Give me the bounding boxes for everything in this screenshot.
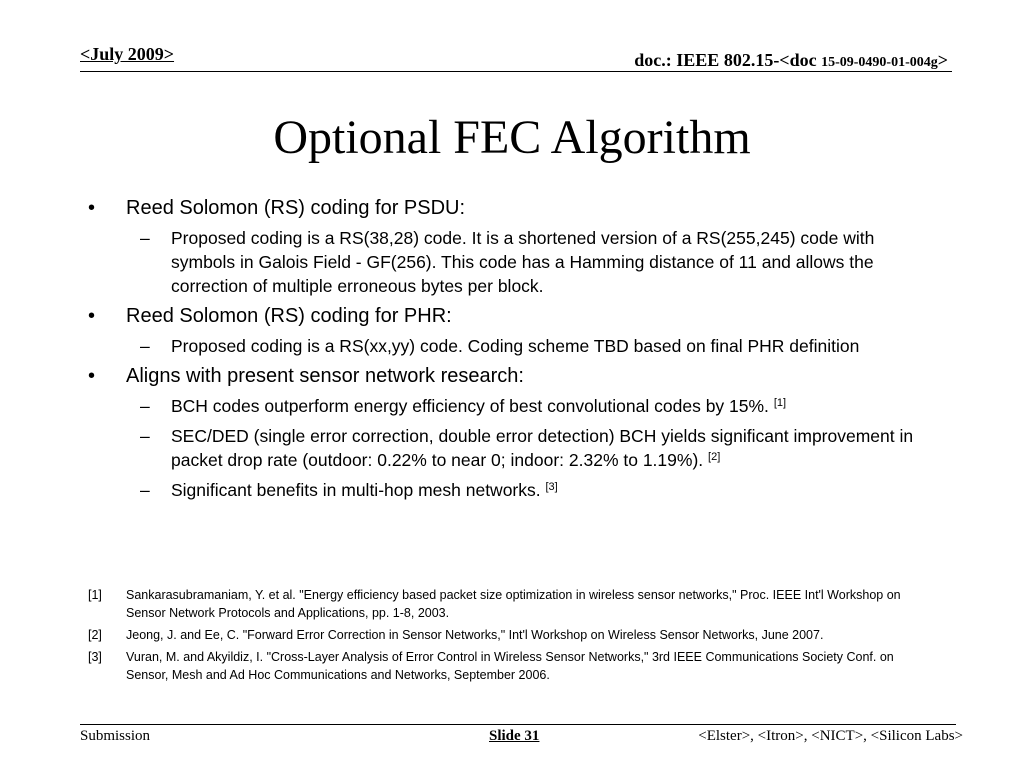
reference-number: [2] <box>88 628 102 642</box>
sub-bullet-text: SEC/DED (single error correction, double error detection) BCH yields significant improvement in packet drop rate (outdoor: 0.22% to near 0; indoor: 2.32% to 1.19%). <box>171 426 914 470</box>
citation-1: [1] <box>773 397 787 409</box>
reference-text: Sankarasubramaniam, Y. et al. "Energy efficiency based packet size optimization in wireless sensor networks," Proc. IEEE Int'l Workshop on Sensor Network Protocols and Applications, pp. 1-8, 2003. <box>126 588 901 620</box>
sub-bullet-text: Proposed coding is a RS(38,28) code. It is a shortened version of a RS(255,245) code with symbols in Galois Field - GF(256). This code has a Hamming distance of 11 and allows the correction of multiple erroneous bytes per block. <box>171 228 875 296</box>
sub-bullet-multihop <box>140 478 931 502</box>
slide-body <box>88 196 948 508</box>
reference-number: [3] <box>88 650 102 664</box>
sub-bullet-text: Proposed coding is a RS(xx,yy) code. Coding scheme TBD based on final PHR definition <box>171 336 860 356</box>
reference-text: Vuran, M. and Akyildiz, I. "Cross-Layer Analysis of Error Control in Wireless Sensor Networks," 3rd IEEE Communications Society Conf. on Sensor, Mesh and Ad Hoc Communications and Networks, September 2006. <box>126 650 894 682</box>
footer-slide-number: Slide 31 <box>489 728 540 744</box>
citation-3: [3] <box>545 481 558 493</box>
bullet-marker: • <box>88 365 96 387</box>
bullet-marker: • <box>88 305 96 327</box>
footer-authors: <Elster>, <Itron>, <NICT>, <Silicon Labs> <box>698 728 963 744</box>
reference-item <box>88 586 938 622</box>
bullet-text: Reed Solomon (RS) coding for PHR: <box>126 305 452 327</box>
dash-marker: – <box>140 228 150 248</box>
sub-bullet-text: Significant benefits in multi-hop mesh networks. <box>171 480 541 500</box>
sub-bullet-rs-phr-detail <box>140 334 931 358</box>
sub-bullet-sec-ded <box>140 424 931 472</box>
sub-bullet-rs-psdu-detail <box>140 226 931 298</box>
bullet-rs-psdu <box>88 196 948 220</box>
reference-item <box>88 626 938 644</box>
bullet-marker: • <box>88 197 96 219</box>
header-doc-id <box>634 50 948 71</box>
bullet-rs-phr <box>88 304 948 328</box>
bullet-text: Aligns with present sensor network research: <box>126 365 524 387</box>
bullet-research <box>88 364 948 388</box>
sub-bullet-text: BCH codes outperform energy efficiency of best convolutional codes by 15%. <box>171 396 769 416</box>
citation-2: [2] <box>708 451 721 463</box>
reference-item <box>88 648 938 684</box>
sub-bullet-bch-energy <box>140 394 931 418</box>
dash-marker: – <box>140 336 150 356</box>
footer-submission: Submission <box>80 728 151 744</box>
doc-prefix: doc.: IEEE 802.15-<doc <box>634 50 822 70</box>
doc-suffix: > <box>937 50 948 70</box>
dash-marker: – <box>140 480 150 500</box>
header-divider <box>80 71 952 72</box>
header-date: <July 2009> <box>80 44 175 64</box>
dash-marker: – <box>140 396 150 416</box>
reference-number: [1] <box>88 588 102 602</box>
bullet-text: Reed Solomon (RS) coding for PSDU: <box>126 197 466 219</box>
slide-title: Optional FEC Algorithm <box>273 111 751 164</box>
reference-list <box>88 586 938 688</box>
dash-marker: – <box>140 426 150 446</box>
doc-number: 15-09-0490-01-004g <box>821 55 938 70</box>
reference-text: Jeong, J. and Ee, C. "Forward Error Correction in Sensor Networks," Int'l Workshop on Wireless Sensor Networks, June 2007. <box>126 628 824 642</box>
footer-divider <box>80 724 956 725</box>
